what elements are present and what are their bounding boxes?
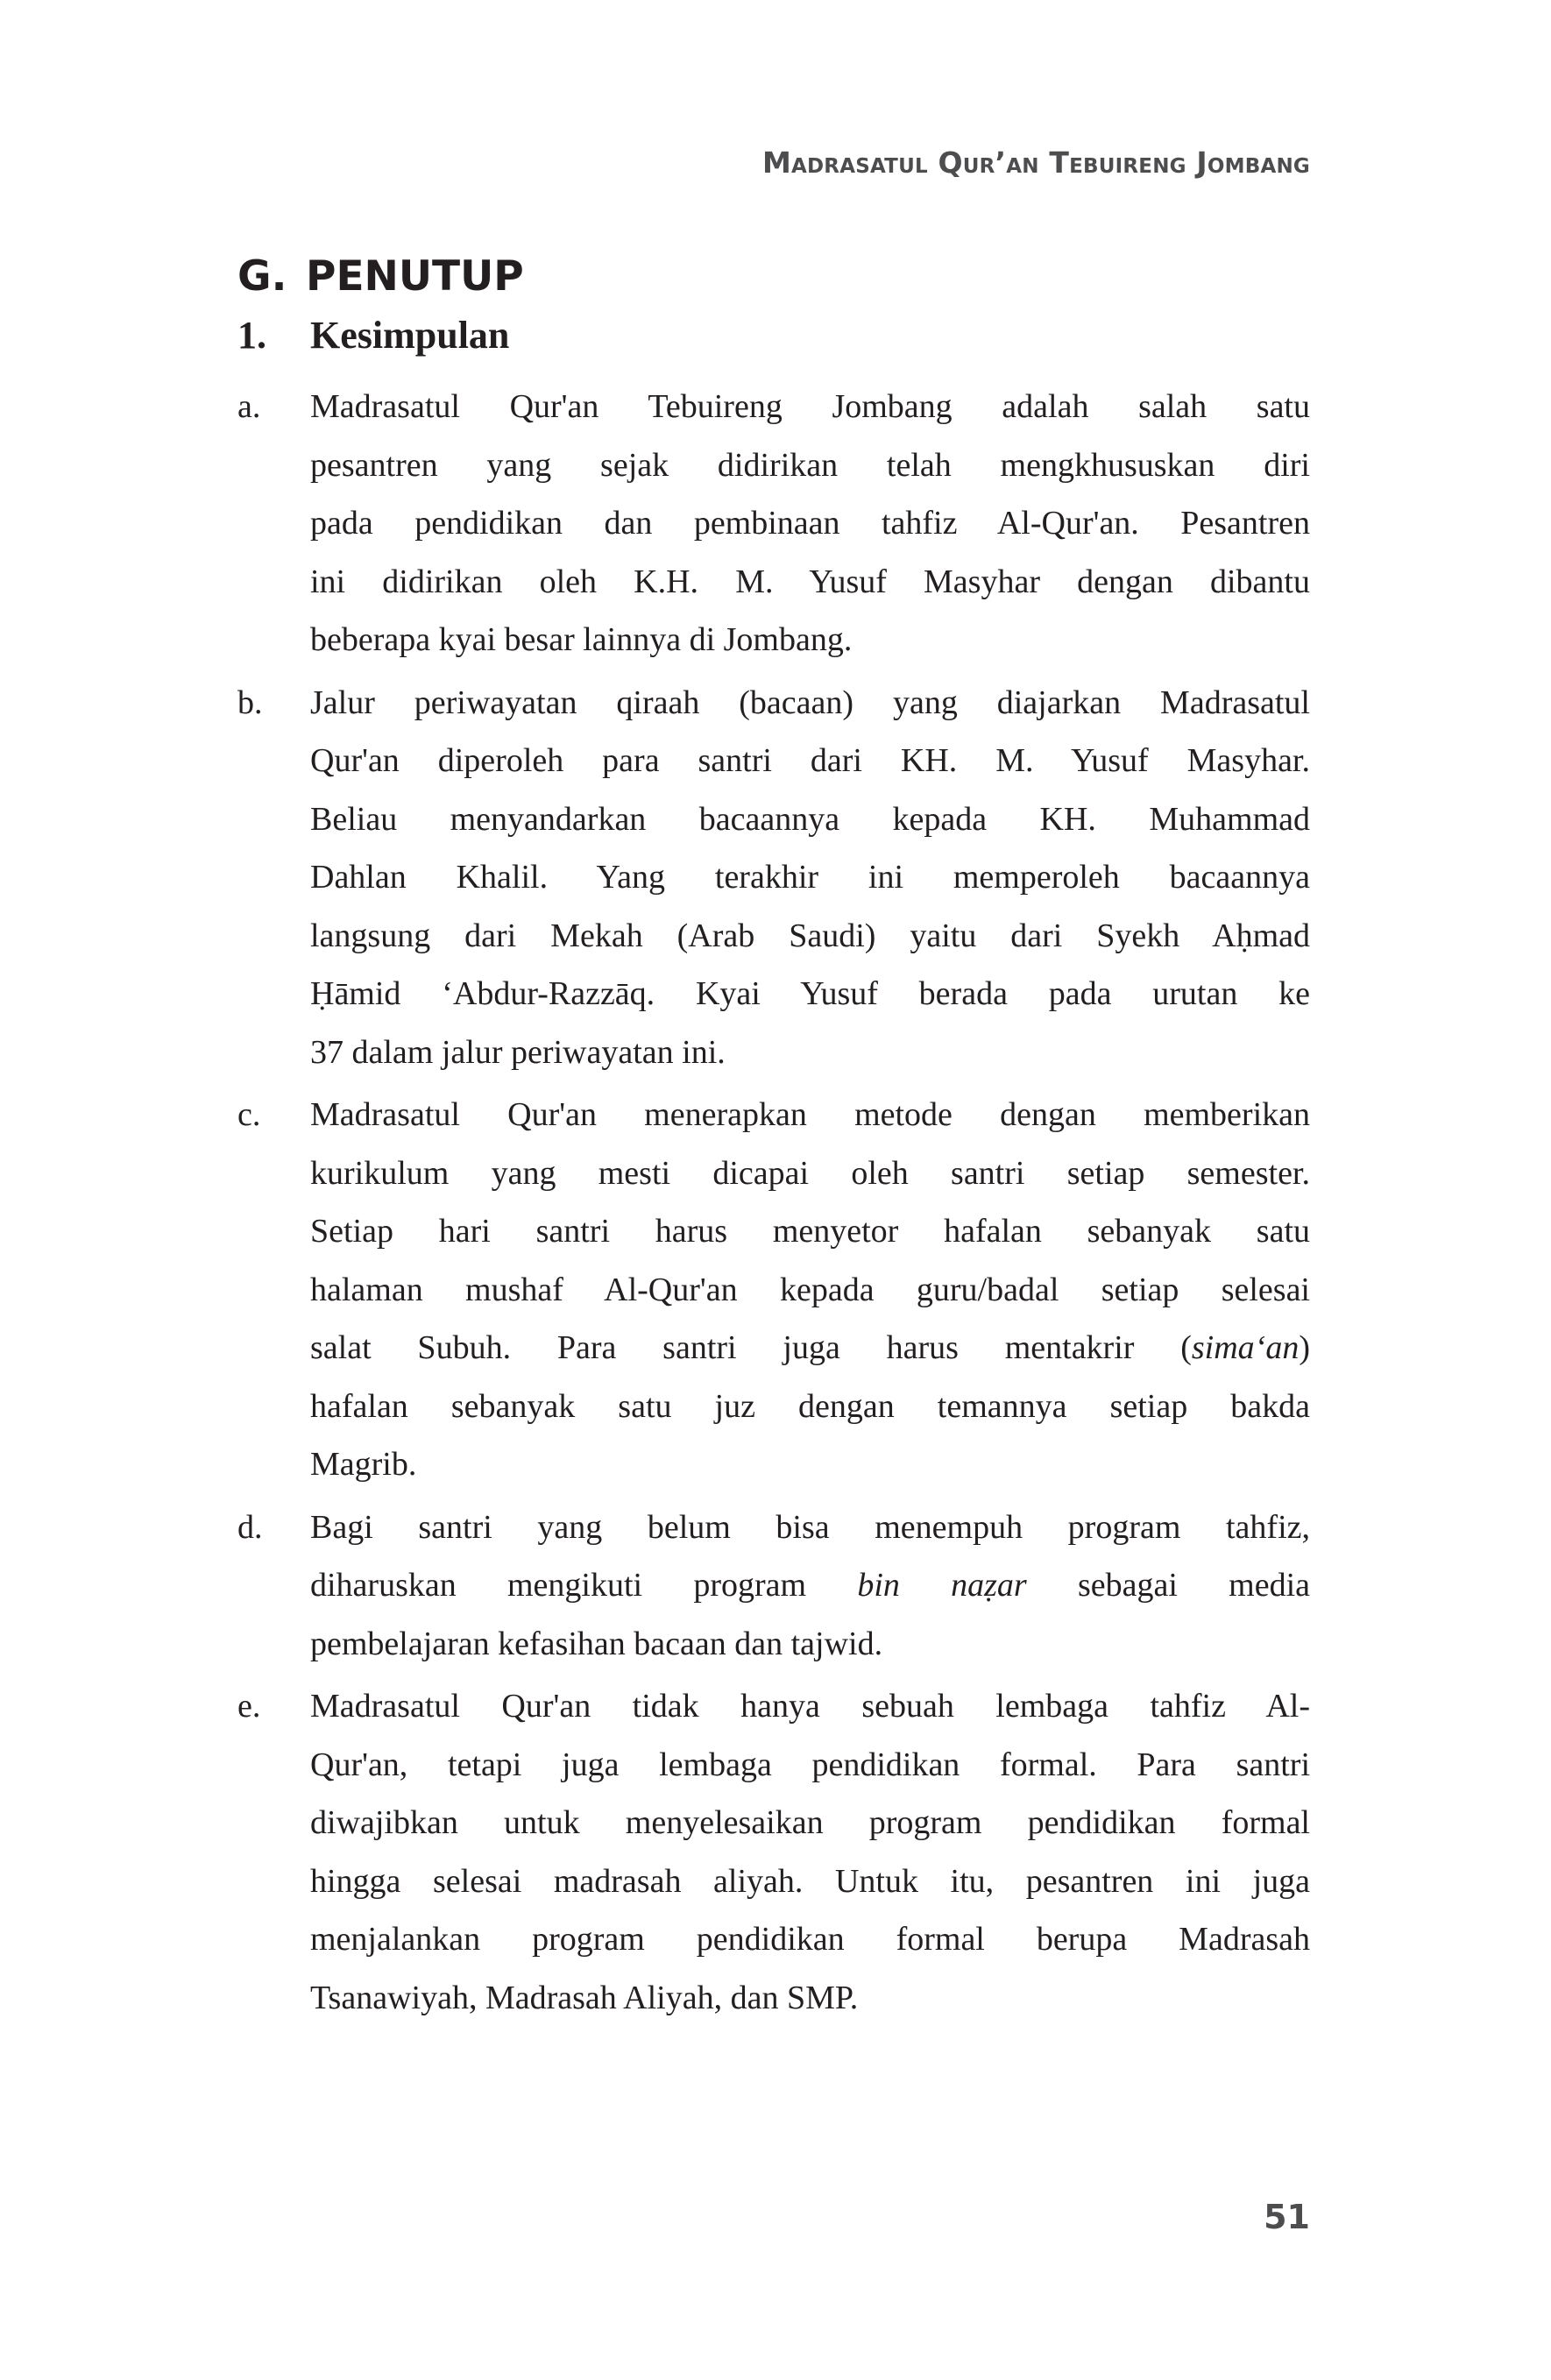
text-line: pembelajaran kefasihan bacaan dan tajwid. [310, 1625, 883, 1662]
subsection-number: 1. [237, 314, 266, 357]
text-line: Dahlan Khalil. Yang terakhir ini memperoleh bacaannya [310, 859, 1310, 896]
text-line: pesantren yang sejak didirikan telah mengkhususkan diri [310, 446, 1310, 484]
italic-term: bin naẓar [857, 1567, 1027, 1604]
section-heading [237, 252, 524, 301]
list-marker: d. [237, 1508, 263, 1546]
page-number: 51 [1264, 2198, 1310, 2236]
text-line: 37 dalam jalur periwayatan ini. [310, 1033, 726, 1071]
section-number: G. [237, 252, 287, 301]
text-line: ini didirikan oleh K.H. M. Yusuf Masyhar dengan dibantu [310, 563, 1310, 600]
list-marker: b. [237, 684, 263, 721]
italic-term: sima‘an [1191, 1329, 1300, 1366]
list-item [237, 1086, 1310, 1494]
text-line: Qur'an, tetapi juga lembaga pendidikan formal. Para santri [310, 1746, 1310, 1783]
list-item [237, 1677, 1310, 2027]
text-line: hingga selesai madrasah aliyah. Untuk itu, pesantren ini juga [310, 1862, 1310, 1900]
list-marker: c. [237, 1096, 261, 1133]
running-head: Madrasatul Qur’an Tebuireng Jombang [761, 145, 1310, 180]
text-line: salat Subuh. Para santri juga harus mentakrir (sima‘an) [310, 1329, 1310, 1366]
subsection-heading [237, 313, 509, 358]
text-line: Madrasatul Qur'an menerapkan metode dengan memberikan [310, 1096, 1310, 1133]
text-line: halaman mushaf Al-Qur'an kepada guru/badal setiap selesai [310, 1271, 1310, 1308]
text-line: hafalan sebanyak satu juz dengan temannya setiap bakda [310, 1387, 1310, 1425]
list-marker: a. [237, 388, 261, 425]
text-line: Ḥāmid ‘Abdur-Razzāq. Kyai Yusuf berada pada urutan ke [310, 975, 1310, 1012]
conclusion-list [237, 378, 1310, 2031]
list-item [237, 1498, 1310, 1674]
text-line: langsung dari Mekah (Arab Saudi) yaitu dari Syekh Aḥmad [310, 917, 1310, 954]
list-item [237, 378, 1310, 669]
text-line: Magrib. [310, 1446, 417, 1483]
text-line: Jalur periwayatan qiraah (bacaan) yang diajarkan Madrasatul [310, 684, 1310, 721]
text-line: diwajibkan untuk menyelesaikan program pendidikan formal [310, 1804, 1310, 1841]
subsection-title: Kesimpulan [310, 314, 510, 357]
list-item [237, 674, 1310, 1082]
text-line: diharuskan mengikuti program bin naẓar sebagai media [310, 1567, 1310, 1604]
section-title: PENUTUP [306, 252, 524, 301]
text-line: Madrasatul Qur'an Tebuireng Jombang adalah salah satu [310, 388, 1310, 425]
text-line: beberapa kyai besar lainnya di Jombang. [310, 621, 853, 658]
text-line: Qur'an diperoleh para santri dari KH. M. Yusuf Masyhar. [310, 742, 1310, 779]
text-line: kurikulum yang mesti dicapai oleh santri setiap semester. [310, 1154, 1310, 1192]
text-line: pada pendidikan dan pembinaan tahfiz Al-Qur'an. Pesantren [310, 505, 1310, 542]
text-line: Setiap hari santri harus menyetor hafalan sebanyak satu [310, 1213, 1310, 1250]
text-line: Beliau menyandarkan bacaannya kepada KH. Muhammad [310, 800, 1310, 838]
text-line: Bagi santri yang belum bisa menempuh program tahfiz, [310, 1508, 1310, 1546]
text-line: menjalankan program pendidikan formal berupa Madrasah [310, 1921, 1310, 1958]
text-line: Madrasatul Qur'an tidak hanya sebuah lembaga tahfiz Al- [310, 1688, 1310, 1725]
text-line: Tsanawiyah, Madrasah Aliyah, dan SMP. [310, 1979, 859, 2016]
list-marker: e. [237, 1688, 261, 1725]
